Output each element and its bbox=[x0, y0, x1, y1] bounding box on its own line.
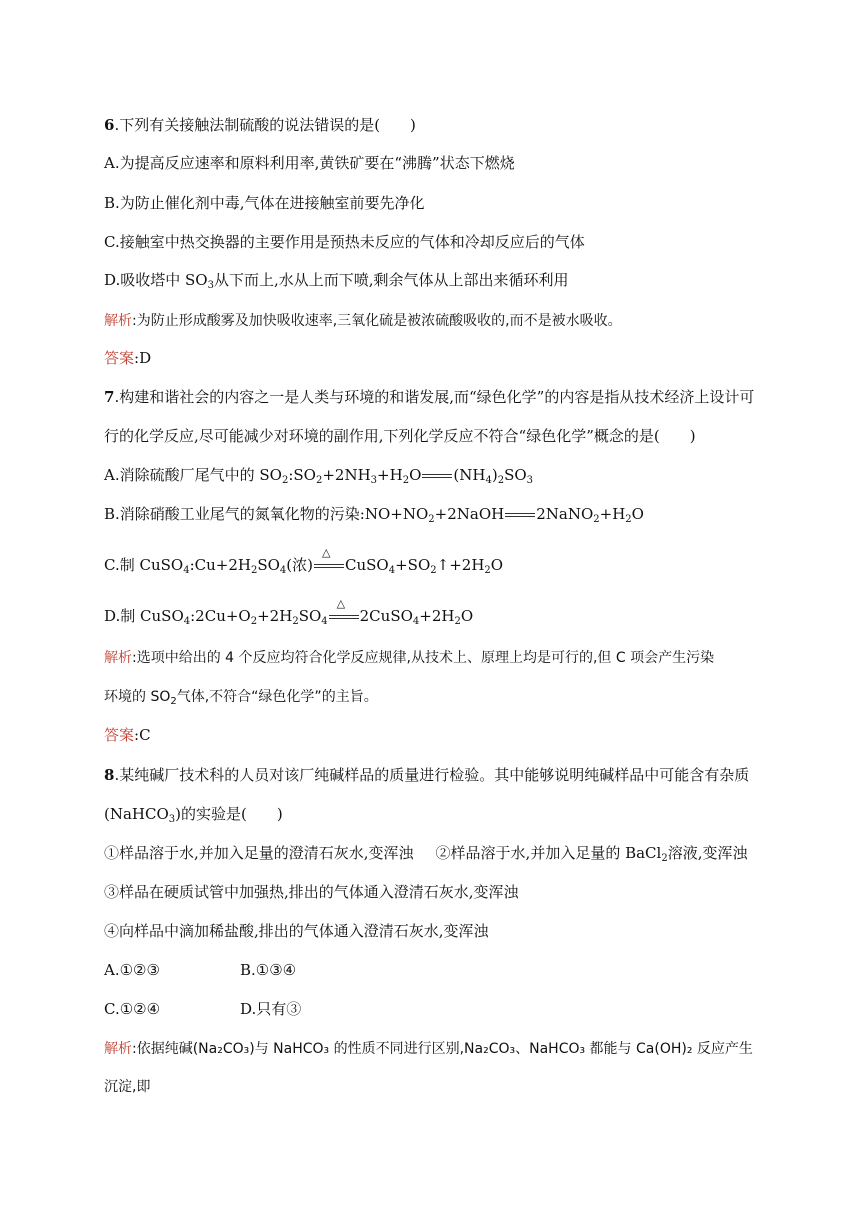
q7-explanation-line1: 解析:选项中给出的 4 个反应均符合化学反应规律,从技术上、原理上均是可行的,但 C 项会产生污染 bbox=[104, 650, 715, 666]
answer-label: 答案 bbox=[104, 349, 135, 367]
q8-option-a: A.①②③ bbox=[104, 961, 160, 979]
q7-option-c: C.制 $CuSO_4:Cu+2H_2SO_4$(浓) △ $CuSO_4+SO_2↑+2H_2O$ bbox=[104, 546, 504, 576]
equals-sign bbox=[505, 510, 535, 520]
q7-option-a: A.消除硫酸厂尾气中的 $SO_2:SO_2+2NH_3+H_2O$ $(NH_4)_2SO_3$ bbox=[104, 466, 534, 486]
q8-statement-4: ④向样品中滴加稀盐酸,排出的气体通入澄清石灰水,变浑浊 bbox=[104, 922, 489, 940]
q7-stem-line1: 7.构建和谐社会的内容之一是人类与环境的和谐发展,而“绿色化学”的内容是指从技术经济上设计可 bbox=[104, 388, 755, 406]
heat-icon: △ bbox=[322, 546, 331, 559]
equals-sign bbox=[422, 471, 452, 481]
q8-statement-2: ②样品溶于水,并加入足量的 BaCl$_2$溶液,变浑浊 bbox=[435, 844, 748, 864]
q8-explanation-line1: 解析:依据纯碱(Na₂CO₃)与 NaHCO₃ 的性质不同进行区别,Na₂CO₃、NaHCO₃ 都能与 Ca(OH)₂ 反应产生 bbox=[104, 1041, 753, 1057]
q8-explanation-line2: 沉淀,即 bbox=[104, 1079, 151, 1095]
heat-equals-sign bbox=[314, 546, 344, 571]
explanation-label: 解析 bbox=[104, 1041, 132, 1057]
q8-stem-line1: 8.某纯碱厂技术科的人员对该厂纯碱样品的质量进行检验。其中能够说明纯碱样品中可能含有杂质 bbox=[104, 766, 750, 784]
q7-option-d: D.制 $CuSO_4:2Cu+O_2+2H_2SO_4$ △ $2CuSO_4+2H_2O$ bbox=[104, 597, 474, 627]
q8-stem-line2: (NaHCO$_3$)的实验是( ) bbox=[104, 805, 283, 825]
q7-answer: 答案:C bbox=[104, 726, 151, 744]
q6-option-c: C.接触室中热交换器的主要作用是预热未反应的气体和冷却反应后的气体 bbox=[104, 233, 585, 251]
answer-label: 答案 bbox=[104, 726, 135, 744]
q7-number: 7 bbox=[104, 388, 115, 406]
explanation-label: 解析 bbox=[104, 313, 132, 329]
q8-option-d: D.只有③ bbox=[240, 1000, 302, 1018]
q8-option-b: B.①③④ bbox=[240, 961, 297, 979]
q7-stem-line2: 行的化学反应,尽可能减少对环境的副作用,下列化学反应不符合“绿色化学”概念的是( ) bbox=[104, 427, 696, 445]
q6-stem bbox=[104, 115, 416, 135]
q8-statements-1-2 bbox=[104, 843, 747, 863]
heat-icon: △ bbox=[336, 597, 346, 610]
q6-option-d: D.吸收塔中 $SO_3$从下而上,水从上而下喷,剩余气体从上部出来循环利用 bbox=[104, 271, 569, 291]
q6-number: 6 bbox=[104, 116, 115, 134]
q7-option-b: B.消除硝酸工业尾气的氮氧化物的污染$:NO+NO_2+2NaOH$ $2NaNO_2+H_2O$ bbox=[104, 505, 644, 525]
q6-option-a: A.为提高反应速率和原料利用率,黄铁矿要在“沸腾”状态下燃烧 bbox=[104, 154, 515, 172]
q8-statement-1: ①样品溶于水,并加入足量的澄清石灰水,变浑浊 bbox=[104, 844, 414, 862]
q6-stem-text: .下列有关接触法制硫酸的说法错误的是( ) bbox=[114, 116, 416, 134]
q8-option-c: C.①②④ bbox=[104, 1000, 161, 1018]
q7-explanation-line2: 环境的 $SO_2$气体,不符合“绿色化学”的主旨。 bbox=[104, 689, 378, 707]
q8-statement-3: ③样品在硬质试管中加强热,排出的气体通入澄清石灰水,变浑浊 bbox=[104, 883, 519, 901]
q6-answer: 答案:D bbox=[104, 349, 152, 367]
q6-explanation: 解析:为防止形成酸雾及加快吸收速率,三氧化硫是被浓硫酸吸收的,而不是被水吸收。 bbox=[104, 313, 622, 329]
q8-number: 8 bbox=[104, 766, 115, 784]
heat-equals-sign bbox=[329, 597, 359, 622]
q6-option-b: B.为防止催化剂中毒,气体在进接触室前要先净化 bbox=[104, 194, 425, 212]
explanation-label: 解析 bbox=[104, 650, 132, 666]
